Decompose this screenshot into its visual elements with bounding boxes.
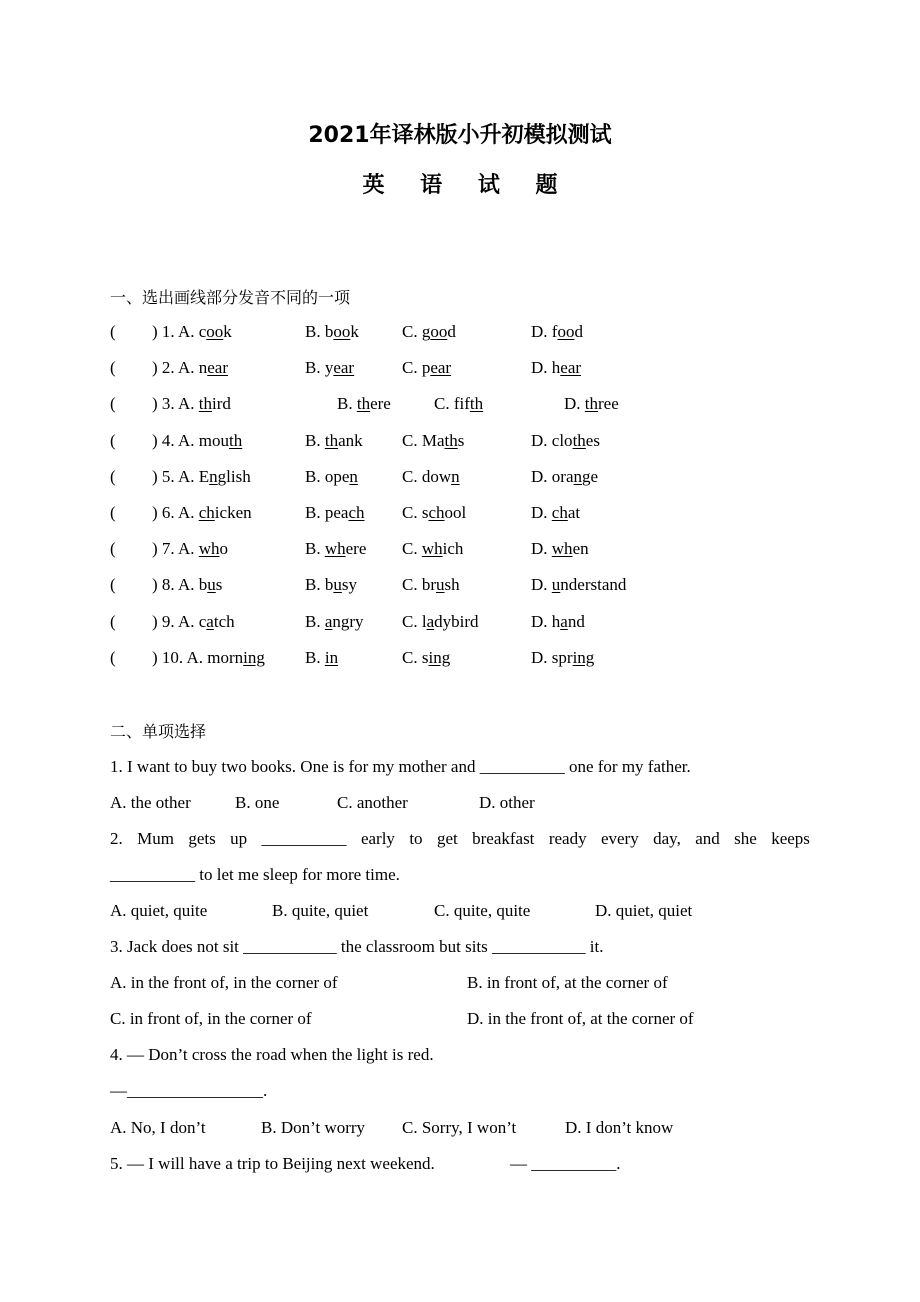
word-part: nderstand xyxy=(560,575,627,595)
item-10-option-a xyxy=(152,648,265,668)
option-label: C. xyxy=(434,394,454,414)
stem-word: every xyxy=(600,829,639,848)
answer-paren-open: ( xyxy=(110,539,116,559)
item-1-option-c xyxy=(402,322,456,342)
answer-paren-open: ( xyxy=(110,322,116,341)
question-5-stem: 5. — I will have a trip to Beijing next weekend. xyxy=(110,1154,435,1173)
word-part: s xyxy=(421,503,429,522)
underlined-letters: n xyxy=(451,466,460,486)
underlined-letters: n xyxy=(209,466,218,486)
word-part: nd xyxy=(567,611,585,631)
item-10-option-d xyxy=(531,648,594,668)
word-part: d xyxy=(447,322,456,341)
answer-paren-open: ( xyxy=(110,358,116,378)
option-label: C. xyxy=(402,575,422,595)
item-1-option-a xyxy=(152,322,232,342)
item-number: ) 6. A. xyxy=(152,503,199,522)
item-number: ) 9. A. xyxy=(152,611,199,631)
stem-word: early xyxy=(360,829,395,848)
underlined-letters: u xyxy=(333,575,342,595)
stem-word: gets xyxy=(188,829,216,848)
word-part: f xyxy=(551,322,558,341)
underlined-letters: ear xyxy=(207,358,229,378)
question-2-stem-line2: __________ to let me sleep for more time. xyxy=(110,865,400,884)
item-6-option-b xyxy=(305,503,364,523)
item-5-option-d xyxy=(531,467,598,487)
underlined-letters: ear xyxy=(430,358,452,378)
stem-word: keeps xyxy=(771,829,810,848)
section2-heading: 二、单项选择 xyxy=(110,722,207,741)
q2-option-d: D. quiet, quiet xyxy=(595,901,693,920)
option-label: D. xyxy=(531,466,552,486)
word-part: y xyxy=(324,358,334,378)
question-3-stem: 3. Jack does not sit ___________ the classroom but sits ___________ it. xyxy=(110,937,604,956)
option-label: B. xyxy=(305,466,325,486)
item-5-option-a xyxy=(152,467,251,487)
page-subtitle: 英 语 试 题 xyxy=(362,173,572,198)
underlined-letters: wh xyxy=(421,539,443,559)
stem-word: Mum xyxy=(137,829,174,848)
question-4-answer-blank: —________________. xyxy=(110,1081,268,1100)
underlined-letters: a xyxy=(426,611,435,631)
word-part: ich xyxy=(442,539,464,559)
item-8-option-b xyxy=(305,575,357,595)
item-4-option-c xyxy=(402,431,464,451)
item-9-option-d xyxy=(531,612,585,632)
underlined-letters: th xyxy=(198,394,212,414)
item-6-option-a xyxy=(152,503,252,523)
word-part: s xyxy=(457,430,465,450)
word-part: tch xyxy=(213,611,235,631)
item-number: ) 8. A. xyxy=(152,575,199,595)
underlined-letters: th xyxy=(584,394,599,414)
underlined-letters: a xyxy=(560,611,568,631)
q2-option-b: B. quite, quiet xyxy=(272,901,369,920)
underlined-letters: oo xyxy=(430,322,448,341)
word-part: b xyxy=(198,575,208,595)
question-1-stem: 1. I want to buy two books. One is for my mother and __________ one for my father. xyxy=(110,757,691,776)
item-2-option-c xyxy=(402,358,451,378)
q4-option-c: C. Sorry, I won’t xyxy=(402,1118,517,1137)
item-2-option-a xyxy=(152,358,228,378)
page-title: 2021年译林版小升初模拟测试 xyxy=(308,123,612,148)
item-3-option-c xyxy=(434,394,483,414)
word-part: morn xyxy=(207,647,244,667)
word-part: sh xyxy=(444,575,460,595)
item-7-option-d xyxy=(531,539,589,559)
answer-paren-open: ( xyxy=(110,503,116,522)
word-part: en xyxy=(572,539,589,559)
stem-word: day, xyxy=(653,829,681,848)
item-number: ) 3. A. xyxy=(152,394,199,414)
answer-paren-open: ( xyxy=(110,575,116,595)
word-part: o xyxy=(219,539,229,559)
word-part: ank xyxy=(338,430,363,450)
item-9-option-c xyxy=(402,612,479,632)
option-label: D. xyxy=(531,322,552,341)
stem-word: get xyxy=(436,829,458,848)
section1-heading: 一、选出画线部分发音不同的一项 xyxy=(110,288,351,307)
option-label: B. xyxy=(305,358,325,378)
underlined-letters: in xyxy=(324,647,339,667)
stem-word: and xyxy=(695,829,720,848)
item-8-option-d xyxy=(531,575,626,595)
word-part: b xyxy=(324,322,334,341)
q1-option-c: C. another xyxy=(337,793,408,812)
stem-word: she xyxy=(734,829,757,848)
answer-paren-open: ( xyxy=(110,394,116,414)
underlined-letters: wh xyxy=(324,539,346,559)
word-part: at xyxy=(567,503,581,522)
underlined-letters: th xyxy=(324,430,339,450)
item-5-option-c xyxy=(402,467,460,487)
word-part: pea xyxy=(324,503,349,522)
option-label: B. xyxy=(305,539,325,559)
word-part: ope xyxy=(324,466,350,486)
item-number: ) 1. A. xyxy=(152,322,199,341)
word-part: g xyxy=(421,322,431,341)
q1-option-b: B. one xyxy=(235,793,280,812)
stem-word: breakfast xyxy=(472,829,535,848)
underlined-letters: ing xyxy=(428,647,451,667)
q2-option-a: A. quiet, quite xyxy=(110,901,208,920)
word-part: ge xyxy=(582,466,599,486)
underlined-letters: ing xyxy=(572,647,595,667)
option-label: B. xyxy=(305,503,325,522)
word-part: l xyxy=(421,611,427,631)
q3-option-a: A. in the front of, in the corner of xyxy=(110,973,338,992)
question-4-stem: 4. — Don’t cross the road when the light is red. xyxy=(110,1045,434,1064)
item-number: ) 2. A. xyxy=(152,358,199,378)
underlined-letters: ing xyxy=(243,647,265,667)
option-label: C. xyxy=(402,358,422,378)
question-2-stem-line1 xyxy=(110,829,810,849)
item-6-option-c xyxy=(402,503,466,523)
option-label: B. xyxy=(337,394,357,414)
q4-option-b: B. Don’t worry xyxy=(261,1118,366,1137)
underlined-letters: oo xyxy=(557,322,575,341)
option-label: C. xyxy=(402,430,422,450)
item-9-option-a xyxy=(152,612,235,632)
word-part: ird xyxy=(211,394,231,414)
option-label: C. xyxy=(402,539,422,559)
word-part: c xyxy=(198,322,207,341)
underlined-letters: u xyxy=(436,575,445,595)
item-9-option-b xyxy=(305,612,364,632)
word-part: k xyxy=(223,322,232,341)
item-4-option-a xyxy=(152,431,242,451)
word-part: br xyxy=(421,575,437,595)
option-label: D. xyxy=(531,539,552,559)
q1-option-a: A. the other xyxy=(110,793,191,812)
word-part: h xyxy=(551,358,561,378)
option-label: C. xyxy=(402,322,422,341)
word-part: dow xyxy=(421,466,452,486)
word-part: spr xyxy=(551,647,573,667)
item-8-option-c xyxy=(402,575,460,595)
item-1-option-b xyxy=(305,322,359,342)
q1-option-d: D. other xyxy=(479,793,535,812)
item-4-option-d xyxy=(531,431,600,451)
item-2-option-b xyxy=(305,358,354,378)
word-part: mou xyxy=(198,430,229,450)
word-part: d xyxy=(574,322,583,341)
item-5-option-b xyxy=(305,467,358,487)
item-number: ) 5. A. xyxy=(152,466,199,486)
option-label: B. xyxy=(305,611,325,631)
stem-word: 2. xyxy=(110,829,123,848)
item-6-option-d xyxy=(531,503,580,523)
stem-word: to xyxy=(409,829,423,848)
word-part: n xyxy=(198,358,208,378)
underlined-letters: ch xyxy=(348,503,365,522)
option-label: C. xyxy=(402,611,422,631)
item-number: ) 7. A. xyxy=(152,539,199,559)
item-3-option-a xyxy=(152,394,231,414)
q3-option-b: B. in front of, at the corner of xyxy=(467,973,668,992)
option-label: B. xyxy=(305,430,325,450)
word-part: k xyxy=(350,322,359,341)
word-part: ere xyxy=(370,394,391,414)
item-3-option-b xyxy=(337,394,391,414)
underlined-letters: a xyxy=(206,611,214,631)
option-label: D. xyxy=(531,430,552,450)
item-number: ) 10. A. xyxy=(152,647,208,667)
underlined-letters: wh xyxy=(198,539,220,559)
option-label: D. xyxy=(531,503,552,522)
word-part: h xyxy=(551,611,561,631)
underlined-letters: th xyxy=(444,430,458,450)
underlined-letters: ch xyxy=(428,503,445,522)
item-3-option-d xyxy=(564,394,619,414)
word-part: E xyxy=(198,466,210,486)
item-7-option-b xyxy=(305,539,366,559)
stem-word: ready xyxy=(548,829,587,848)
word-part: p xyxy=(421,358,431,378)
q3-option-c: C. in front of, in the corner of xyxy=(110,1009,312,1028)
option-label: C. xyxy=(402,503,422,522)
item-1-option-d xyxy=(531,322,583,342)
q3-option-d: D. in the front of, at the corner of xyxy=(467,1009,694,1028)
word-part: dybird xyxy=(434,611,479,631)
word-part: icken xyxy=(214,503,252,522)
word-part: ngry xyxy=(332,611,364,631)
option-label: C. xyxy=(402,647,422,667)
item-7-option-a xyxy=(152,539,228,559)
option-label: D. xyxy=(564,394,585,414)
stem-word: __________ xyxy=(261,829,347,848)
stem-word: up xyxy=(230,829,248,848)
answer-paren-open: ( xyxy=(110,430,116,450)
word-part: c xyxy=(198,611,207,631)
underlined-letters: u xyxy=(551,575,561,595)
option-label: D. xyxy=(531,611,552,631)
item-10-option-b xyxy=(305,648,338,668)
underlined-letters: n xyxy=(349,466,358,486)
option-label: B. xyxy=(305,647,325,667)
underlined-letters: a xyxy=(324,611,333,631)
option-label: B. xyxy=(305,575,325,595)
underlined-letters: th xyxy=(228,430,243,450)
q4-option-a: A. No, I don’t xyxy=(110,1118,206,1137)
item-8-option-a xyxy=(152,575,222,595)
word-part: b xyxy=(324,575,334,595)
underlined-letters: u xyxy=(207,575,216,595)
option-label: C. xyxy=(402,466,422,486)
word-part: ool xyxy=(444,503,467,522)
item-7-option-c xyxy=(402,539,463,559)
word-part: ora xyxy=(551,466,574,486)
q2-option-c: C. quite, quite xyxy=(434,901,531,920)
answer-paren-open: ( xyxy=(110,647,116,667)
word-part: fif xyxy=(453,394,470,414)
word-part: ree xyxy=(598,394,619,414)
answer-paren-open: ( xyxy=(110,611,116,631)
word-part: sy xyxy=(341,575,357,595)
item-10-option-c xyxy=(402,648,450,668)
option-label: D. xyxy=(531,575,552,595)
underlined-letters: oo xyxy=(206,322,224,341)
option-label: D. xyxy=(531,647,552,667)
option-label: B. xyxy=(305,322,325,341)
q4-option-d: D. I don’t know xyxy=(565,1118,674,1137)
underlined-letters: th xyxy=(356,394,371,414)
word-part: es xyxy=(585,430,600,450)
item-number: ) 4. A. xyxy=(152,430,199,450)
underlined-letters: oo xyxy=(333,322,351,341)
word-part: s xyxy=(421,647,429,667)
item-4-option-b xyxy=(305,431,363,451)
underlined-letters: ch xyxy=(198,503,215,522)
underlined-letters: th xyxy=(469,394,484,414)
word-part: ere xyxy=(345,539,367,559)
word-part: glish xyxy=(217,466,251,486)
underlined-letters: ear xyxy=(560,358,582,378)
option-label: D. xyxy=(531,358,552,378)
underlined-letters: th xyxy=(572,430,586,450)
underlined-letters: ear xyxy=(333,358,355,378)
word-part: clo xyxy=(551,430,573,450)
question-5-answer-blank: — __________. xyxy=(510,1154,621,1173)
word-part: Ma xyxy=(421,430,445,450)
underlined-letters: wh xyxy=(551,539,573,559)
underlined-letters: n xyxy=(573,466,582,486)
word-part: s xyxy=(215,575,223,595)
item-2-option-d xyxy=(531,358,581,378)
underlined-letters: ch xyxy=(551,503,568,522)
answer-paren-open: ( xyxy=(110,466,116,486)
